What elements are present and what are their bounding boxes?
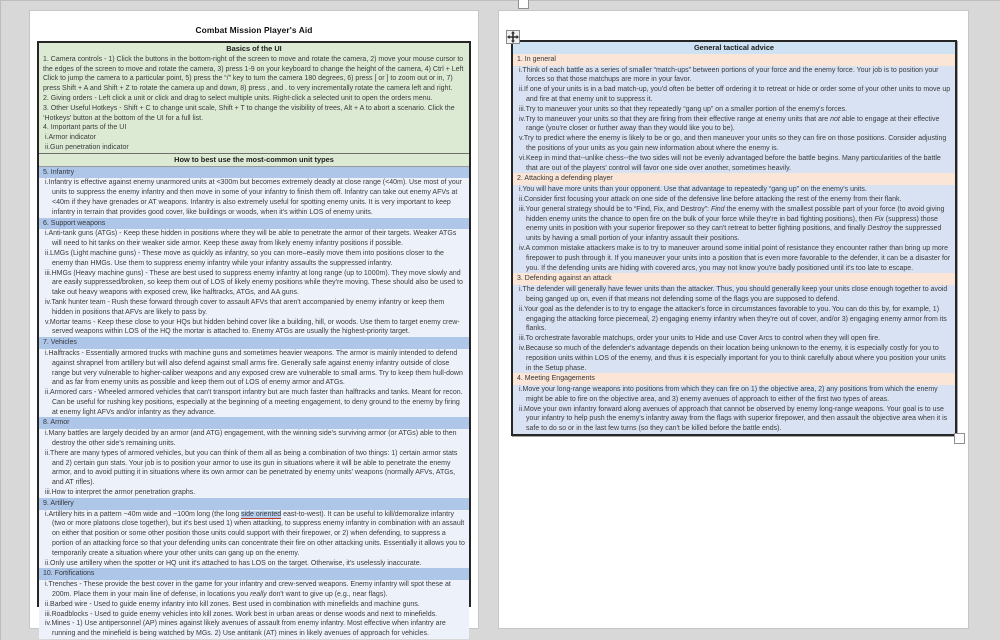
- table-player-aid[interactable]: [37, 41, 471, 638]
- doc-text-row[interactable]: ii.There are many types of armored vehicles, but you can think of them all as being a combination of two things: 1) certain armor stats and 2) certain gun stats. Your job is to position your armor to use its gun in situations where it will be able to penetrate the enemy armor, and to avoid putting it in situations where its own armor can be penetrated by enemy units' weapons (normally AFVs, ATGs, and AT rifles).: [39, 449, 469, 488]
- move-cross-icon: [507, 31, 519, 43]
- table-tactical-advice[interactable]: [511, 40, 957, 436]
- subsection-header-row[interactable]: 1. In general: [513, 54, 955, 66]
- section-header-row[interactable]: How to best use the most-common unit types: [39, 153, 469, 167]
- doc-text-row[interactable]: i.You will have more units than your opponent. Use that advantage to repeatedly “gang up” on the enemy's units.: [513, 185, 955, 195]
- doc-text-row[interactable]: i.The defender will generally have fewer units than the attacker. Thus, you should generally keep your units close enough together to avoid being ganged up on, even if that means not defending some of the flags you are supposed to defend.: [513, 285, 955, 305]
- doc-text-row[interactable]: iv.A common mistake attackers make is to try to maneuver around some initial point of resistance they encounter rather than bring up more firepower to push through it. If you maneuver your units into a position that is even more favorable to the defender, it can be a disaster for you. If the defending units are hiding with covered arcs, you may not know you're badly positioned until it's too late to escape.: [513, 244, 955, 273]
- doc-text-row[interactable]: iv.Because so much of the defender's advantage depends on their location being unknown to the enemy, it is especially costly for you to reposition units within LOS of the enemy, and thus it is especially important for you to think carefully about where you position your units in the Setup phase.: [513, 344, 955, 373]
- suggestion-highlight[interactable]: side oriented: [241, 510, 282, 518]
- doc-text-row[interactable]: iii.To orchestrate favorable matchups, order your units to Hide and use Cover Arcs to control when they will open fire.: [513, 334, 955, 344]
- subsection-header-row[interactable]: 5. Infantry: [39, 167, 469, 179]
- doc-text-row[interactable]: i.Trenches - These provide the best cover in the game for your infantry and crew-served weapons. Enemy infantry will spot these at 200m. Place them in your main line of defense, in locations you really don't want to give up (e.g., near flags).: [39, 580, 469, 600]
- doc-text-row[interactable]: 4. Important parts of the UI: [39, 123, 469, 133]
- doc-text-row[interactable]: ii.If one of your units is in a bad match-up, you'd often be better off ordering it to retreat or hide or order some of your other units to move up and fire at that enemy unit to suppress it.: [513, 85, 955, 105]
- document-page-1[interactable]: [29, 10, 479, 638]
- document-title[interactable]: Combat Mission Player's Aid: [195, 25, 313, 35]
- subsection-header-row[interactable]: 10. Fortifications: [39, 568, 469, 580]
- section-header-row[interactable]: Basics of the UI: [39, 43, 469, 55]
- doc-text-row[interactable]: i.Infantry is effective against enemy unarmored units at <300m but becomes extremely deadly at close range (<40m). Use most of your units to suppress the enemy infantry and then move in some of your infantry to finish them off. Infantry can take out enemy AFVs at <40m if they have grenades or AT weapons. Infantry is also extremely useful for spotting enemy units. It is very important to keep infantry in terrain that provides good cover, like buildings or woods, when it's within LOS of enemy units.: [39, 178, 469, 217]
- doc-text-row[interactable]: v.Mortar teams - Keep these close to your HQs but hidden behind cover like a building, hill, or woods. Use them to target enemy crew-served weapons within LOS of the HQ the mortar is attached to. Enemy ATGs are usually the highest-priority target.: [39, 318, 469, 338]
- doc-text-row[interactable]: 1. Camera controls - 1) Click the buttons in the bottom-right of the screen to move and rotate the camera, 2) move your mouse cursor to the edges of the screen to move and rotate the camera, 3) press 1-9 on your keyboard to change the height of the camera, 4) Ctrl + Left Click to jump the camera to a particular point, 5) press the “/” key to turn the camera 180 degrees, 6) press [ or ] to zoom out or in, 7) press Shift + A and Shift + Z to rotate the camera up and down, 8) press , and . to very incrementally rotate the camera left and right.: [39, 55, 469, 94]
- doc-text-row[interactable]: ii.Consider first focusing your attack on one side of the defensive line before attacking the rest of the enemy from their flank.: [513, 195, 955, 205]
- doc-text-row[interactable]: iii.HMGs (Heavy machine guns) - These are best used to suppress enemy infantry at long range (up to 1000m). They move slowly and are easily suppressed/broken, so keep them out of LOS of likely enemy positions while they're moving. These should also be used to take out heavy weapons with exposed crew, like halftracks, ATGs, and AA guns.: [39, 269, 469, 298]
- doc-text-row[interactable]: ii.Your goal as the defender is to try to engage the attacker's force in circumstances favorable to you. You can do this by, for example, 1) engaging the attacking force piecemeal, 2) engaging enemy infantry when they're out of cover, and/or 3) engaging enemy armor from its flanks.: [513, 305, 955, 334]
- doc-text-row[interactable]: i.Armor indicator: [39, 133, 469, 143]
- doc-text-row[interactable]: i.Halftracks - Essentially armored trucks with machine guns and sometimes heavier weapons. The armor is mainly intended to defend against shrapnel from artillery but will also defend against small arms fire. Generally safe against enemy infantry outside of close range but very vulnerable to higher-caliber weapons and any exposed crew are vulnerable to small arms. Try to keep them hull-down and as far from enemy units as possible and keep them out of LOS of enemy armor and ATGs.: [39, 349, 469, 388]
- doc-text-row[interactable]: i.Many battles are largely decided by an armor (and ATG) engagement, with the winning side's surviving armor (or ATGs) able to then destroy the other side's remaining units.: [39, 429, 469, 449]
- subsection-header-row[interactable]: 8. Armor: [39, 417, 469, 429]
- doc-text-row[interactable]: ii.Gun penetration indicator: [39, 143, 469, 153]
- subsection-header-row[interactable]: 2. Attacking a defending player: [513, 173, 955, 185]
- doc-text-row[interactable]: i.Anti-tank guns (ATGs) - Keep these hidden in positions where they will be able to penetrate the armor of their targets. Weaker ATGs will need to hit tanks on their weaker side armor. Keep these away from likely enemy infantry positions if possible.: [39, 229, 469, 249]
- selected-table-frame: [511, 40, 957, 436]
- subsection-header-row[interactable]: 4. Meeting Engagements: [513, 373, 955, 385]
- doc-text-row[interactable]: i.Move your long-range weapons into positions from which they can fire on 1) the objective area, 2) any positions from which the enemy might be able to fire on the objective area, and 3) enemy avenues of approach to either of the first two types of areas.: [513, 385, 955, 405]
- doc-text-row[interactable]: iv.Mines - 1) Use antipersonnel (AP) mines against likely avenues of assault from enemy infantry. Most effective when infantry are running and the minefield is being watched by MGs. 2) Use antitank (AT) mines in likely avenues of approach for vehicles.: [39, 619, 469, 639]
- doc-text-row[interactable]: iii.Your general strategy should be to “Find, Fix, and Destroy”: Find the enemy with the smallest possible part of your force (to avoid giving hidden enemy units the chance to open fire on the bulk of your force while they're in bad fighting positions), then Fix (suppress) those enemy units in position with your superior firepower so they can't retreat to better fighting positions, and finally Destroy the suppressed units by having a small portion of your infantry assault their positions.: [513, 205, 955, 244]
- doc-text-row[interactable]: ii.Move your own infantry forward along avenues of approach that cannot be observed by enemy long-range weapons. Your goal is to use your infantry to help push the enemy's infantry away from the flags with superior firepower, and then assault the objective area when it is safe to do so or in the last few turns (so they can't be killed before the battle ends).: [513, 405, 955, 434]
- document-page-2[interactable]: [498, 10, 969, 629]
- section-header-row[interactable]: General tactical advice: [513, 42, 955, 54]
- doc-text-row[interactable]: iv.Try to maneuver your units so that they are firing from their effective range at enemy units that are not able to engage at their effective range (you're closer or further away than they would like you to be).: [513, 115, 955, 135]
- doc-text-row[interactable]: ii.Barbed wire - Used to guide enemy infantry into kill zones. Best used in combination with minefields and machine guns.: [39, 600, 469, 610]
- doc-text-row[interactable]: v.Try to predict where the enemy is likely to be or go, and then maneuver your units so they can fire on those positions. Consider adjusting the positions of your units as you gain new information about where the enemy is.: [513, 134, 955, 154]
- doc-text-row[interactable]: ii.LMGs (Light machine guns) - These move as quickly as infantry, so you can more–easily move them into positions closer to the enemy than HMGs. Use them to suppress enemy infantry while your infantry assaults the suppressed infantry.: [39, 249, 469, 269]
- doc-text-row[interactable]: vi.Keep in mind that--unlike chess--the two sides will not be evenly advantaged before the battle begins. Many particularities of the battle that are out of the players' control will favor one side over another, sometimes heavily.: [513, 154, 955, 174]
- selection-handle-bottom-right[interactable]: [954, 433, 965, 444]
- doc-text-row[interactable]: ii.Only use artillery when the spotter or HQ unit it's attached to has LOS on the target. Otherwise, it's uselessly inaccurate.: [39, 559, 469, 569]
- doc-text-row[interactable]: iii.How to interpret the armor penetration graphs.: [39, 488, 469, 498]
- doc-text-row[interactable]: 3. Other Useful Hotkeys - Shift + C to change unit scale, Shift + T to change the visibility of trees, Alt + A to abort a scenario. Click the ‘Hotkeys’ button at the bottom of the UI for a full list.: [39, 104, 469, 124]
- doc-text-row[interactable]: ii.Armored cars - Wheeled armored vehicles that can't transport infantry but are much faster than halftracks and tanks. Meant for recon. Can be useful for rushing key positions, especially at the beginning of a meeting engagement, to deny ground to the enemy by firing at enemy light AFVs and/or infantry as they advance.: [39, 388, 469, 417]
- doc-text-row[interactable]: iv.Tank hunter team - Rush these forward through cover to assault AFVs that aren't accompanied by enemy infantry or keep them hidden in positions that AFVs are likely to pass by.: [39, 298, 469, 318]
- doc-text-row[interactable]: iii.Roadblocks - Used to guide enemy vehicles into kill zones. Work best in urban areas or dense woods and next to minefields.: [39, 610, 469, 620]
- object-move-handle[interactable]: [506, 30, 520, 44]
- subsection-header-row[interactable]: 9. Artillery: [39, 498, 469, 510]
- doc-text-row[interactable]: i.Think of each battle as a series of smaller “match-ups” between portions of your force and the enemy force. Your job is to position your forces so that those matchups are more in your favor.: [513, 66, 955, 86]
- doc-text-row[interactable]: 2. Giving orders - Left click a unit or click and drag to select multiple units. Right-click a selected unit to open the orders menu.: [39, 94, 469, 104]
- subsection-header-row[interactable]: 7. Vehicles: [39, 337, 469, 349]
- doc-text-row[interactable]: iii.Try to maneuver your units so that they repeatedly “gang up” on a smaller portion of the enemy's forces.: [513, 105, 955, 115]
- subsection-header-row[interactable]: 6. Support weapons: [39, 218, 469, 230]
- selection-handle-top[interactable]: [518, 0, 529, 9]
- subsection-header-row[interactable]: 3. Defending against an attack: [513, 273, 955, 285]
- doc-text-row[interactable]: i.Artillery hits in a pattern ~40m wide and ~100m long (the long side oriented east-to-west). It can be useful to kill/demoralize infantry (two or more platoons close together), but it's best used 1) when attacking, to suppress enemy infantry in combination with an assault on either that position or some other position those units could support with their firepower, or 2) when defending, to suppress a portion of an attacking force so that your defending units can concentrate their fire on other attacking units. Essentially it allows you to temporarily create a situation where your other units can gang up on the enemy.: [39, 510, 469, 559]
